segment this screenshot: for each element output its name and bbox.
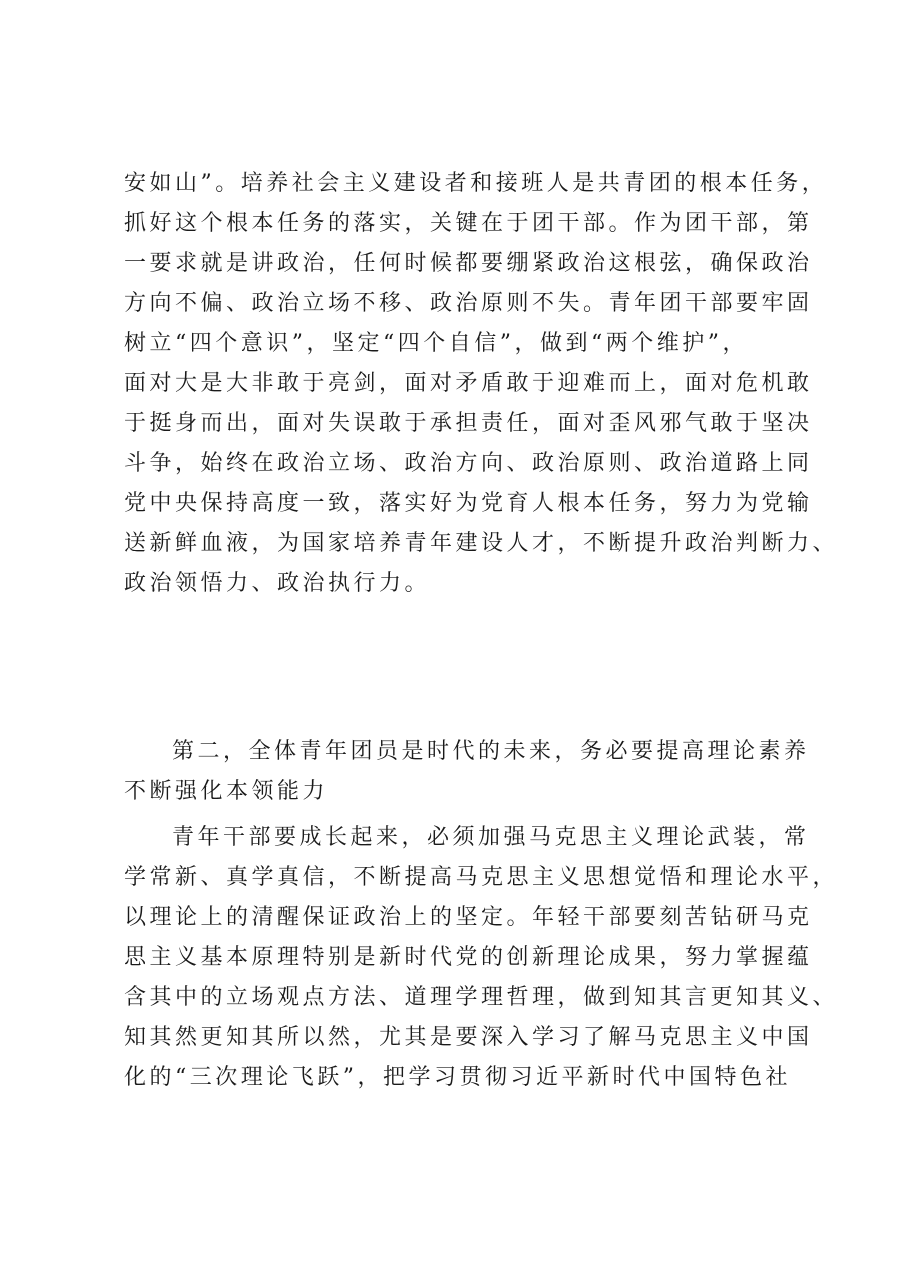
text-line: 一要求就是讲政治，任何时候都要绷紧政治这根弦，确保政治 [124, 251, 813, 276]
text-line: 树立“四个意识”，坚定“四个自信”，做到“两个维护”， [124, 331, 748, 356]
text-line: 学常新、真学真信，不断提高马克思主义思想觉悟和理论水平， [124, 865, 839, 890]
text-line: 于挺身而出，面对失误敢于承担责任，面对歪风邪气敢于坚决 [124, 411, 813, 436]
text-line: 方向不偏、政治立场不移、政治原则不失。青年团干部要牢固 [124, 291, 813, 316]
text-line: 斗争，始终在政治立场、政治方向、政治原则、政治道路上同 [124, 451, 813, 476]
text-line: 党中央保持高度一致，落实好为党育人根本任务，努力为党输 [124, 491, 813, 516]
body-paragraph [124, 164, 839, 604]
body-paragraph [124, 818, 839, 1098]
text-line: 思主义基本原理特别是新时代党的创新理论成果，努力掌握蕴 [124, 945, 813, 970]
text-line: 送新鲜血液，为国家培养青年建设人才，不断提升政治判断力、 [124, 531, 839, 556]
text-line: 抓好这个根本任务的落实，关键在于团干部。作为团干部，第 [124, 211, 813, 236]
text-line: 政治领悟力、政治执行力。 [124, 571, 431, 596]
text-line: 面对大是大非敢于亮剑，面对矛盾敢于迎难而上，面对危机敢 [124, 371, 813, 396]
section-heading [124, 732, 810, 812]
text-line: 以理论上的清醒保证政治上的坚定。年轻干部要刻苦钻研马克 [124, 905, 813, 930]
text-line: 含其中的立场观点方法、道理学理哲理，做到知其言更知其义、 [124, 985, 839, 1010]
heading-line: 第二，全体青年团员是时代的未来，务必要提高理论素养 [172, 739, 810, 764]
heading-line: 不断强化本领能力 [124, 779, 329, 804]
text-line: 知其然更知其所以然，尤其是要深入学习了解马克思主义中国 [124, 1025, 813, 1050]
text-line: 化的“三次理论飞跃”，把学习贯彻习近平新时代中国特色社 [124, 1065, 791, 1090]
text-line: 青年干部要成长起来，必须加强马克思主义理论武装，常 [172, 825, 810, 850]
text-line: 安如山”。培养社会主义建设者和接班人是共青团的根本任务， [124, 171, 828, 196]
